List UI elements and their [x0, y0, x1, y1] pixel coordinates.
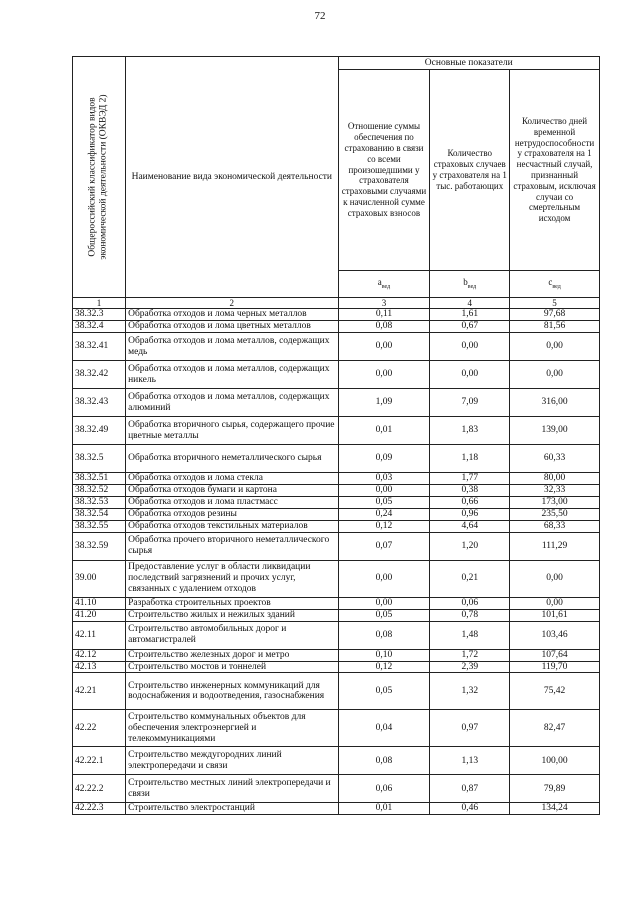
row-name: Обработка отходов бумаги и картона: [126, 485, 338, 497]
table-row: [73, 597, 600, 609]
row-value-b: 1,61: [430, 309, 510, 321]
row-code: 38.32.53: [73, 497, 126, 509]
row-value-a: 0,10: [338, 649, 430, 661]
row-value-c: 139,00: [510, 417, 600, 445]
row-name: Строительство местных линий электропередачи и связи: [126, 775, 338, 803]
table-row: [73, 747, 600, 775]
col-number: 1: [73, 298, 126, 309]
row-value-b: 1,13: [430, 747, 510, 775]
row-value-c: 0,00: [510, 597, 600, 609]
row-code: 38.32.43: [73, 389, 126, 417]
row-code: 38.32.51: [73, 473, 126, 485]
row-value-c: 80,00: [510, 473, 600, 485]
row-code: 38.32.41: [73, 333, 126, 361]
table-row: [73, 473, 600, 485]
row-value-c: 82,47: [510, 710, 600, 747]
table-row: [73, 710, 600, 747]
indicators-table: [72, 56, 600, 815]
table-row: [73, 803, 600, 815]
row-value-c: 97,68: [510, 309, 600, 321]
row-name: Строительство автомобильных дорог и автомагистралей: [126, 621, 338, 649]
row-value-b: 4,64: [430, 520, 510, 532]
unit-a: $a_{вед}$: [338, 271, 430, 298]
row-code: 38.32.49: [73, 417, 126, 445]
row-code: 42.21: [73, 673, 126, 710]
table-row: [73, 775, 600, 803]
row-value-a: 0,00: [338, 485, 430, 497]
okved-header-label: Общероссийский классификатор видов экономической деятельности (ОКВЭД 2): [87, 94, 110, 260]
col-number: 3: [338, 298, 430, 309]
row-value-a: 0,08: [338, 621, 430, 649]
table-row: [73, 497, 600, 509]
activity-header: Наименование вида экономической деятельности: [126, 57, 338, 298]
row-value-c: 0,00: [510, 333, 600, 361]
table-row: [73, 532, 600, 560]
row-value-b: 0,00: [430, 361, 510, 389]
table-row: [73, 417, 600, 445]
table-row: [73, 621, 600, 649]
row-value-b: 1,20: [430, 532, 510, 560]
col-a-header: Отношение суммы обеспечения по страхованию в связи со всеми произошедшими у страхователя страховыми случаями к начисленной сумме страховых взносов: [338, 70, 430, 271]
row-value-b: 1,83: [430, 417, 510, 445]
row-code: 42.22.3: [73, 803, 126, 815]
row-value-a: 0,24: [338, 508, 430, 520]
row-value-b: 0,21: [430, 560, 510, 597]
table-row: [73, 673, 600, 710]
row-code: 38.32.4: [73, 321, 126, 333]
row-value-a: 0,07: [338, 532, 430, 560]
row-name: Строительство междугородних линий электропередачи и связи: [126, 747, 338, 775]
row-value-c: 100,00: [510, 747, 600, 775]
row-value-c: 32,33: [510, 485, 600, 497]
row-name: Обработка вторичного неметаллического сырья: [126, 445, 338, 473]
row-value-c: 173,00: [510, 497, 600, 509]
row-value-a: 1,09: [338, 389, 430, 417]
row-name: Обработка отходов текстильных материалов: [126, 520, 338, 532]
row-name: Обработка вторичного сырья, содержащего прочие цветные металлы: [126, 417, 338, 445]
row-value-c: 235,50: [510, 508, 600, 520]
row-value-a: 0,11: [338, 309, 430, 321]
col-number: 5: [510, 298, 600, 309]
row-name: Разработка строительных проектов: [126, 597, 338, 609]
table-row: [73, 508, 600, 520]
row-value-b: 0,00: [430, 333, 510, 361]
row-value-a: 0,01: [338, 803, 430, 815]
row-value-c: 111,29: [510, 532, 600, 560]
row-name: Строительство железных дорог и метро: [126, 649, 338, 661]
row-code: 38.32.55: [73, 520, 126, 532]
row-value-a: 0,03: [338, 473, 430, 485]
row-value-b: 0,78: [430, 609, 510, 621]
unit-c: $c_{вед}$: [510, 271, 600, 298]
row-name: Обработка отходов и лома металлов, содержащих никель: [126, 361, 338, 389]
row-value-b: 0,46: [430, 803, 510, 815]
row-value-c: 60,33: [510, 445, 600, 473]
row-value-a: 0,01: [338, 417, 430, 445]
page-number: 72: [314, 10, 326, 22]
row-code: 38.32.52: [73, 485, 126, 497]
row-name: Обработка отходов и лома металлов, содержащих медь: [126, 333, 338, 361]
main-indicators-header: Основные показатели: [338, 57, 599, 70]
row-value-b: 1,18: [430, 445, 510, 473]
row-code: 38.32.3: [73, 309, 126, 321]
row-name: Строительство инженерных коммуникаций для водоснабжения и водоотведения, газоснабжения: [126, 673, 338, 710]
table-body: [73, 309, 600, 815]
row-value-c: 81,56: [510, 321, 600, 333]
row-value-c: 75,42: [510, 673, 600, 710]
row-code: 42.13: [73, 661, 126, 673]
row-value-a: 0,12: [338, 661, 430, 673]
row-name: Обработка отходов и лома металлов, содержащих алюминий: [126, 389, 338, 417]
row-name: Обработка отходов резины: [126, 508, 338, 520]
row-value-c: 68,33: [510, 520, 600, 532]
row-value-b: 0,38: [430, 485, 510, 497]
col-b-header: Количество страховых случаев у страхователя на 1 тыс. работающих: [430, 70, 510, 271]
row-name: Обработка отходов и лома пластмасс: [126, 497, 338, 509]
col-c-header: Количество дней временной нетрудоспособности у страхователя на 1 несчастный случай, признанный страховым, исключая случаи со смертельным исходом: [510, 70, 600, 271]
row-value-c: 316,00: [510, 389, 600, 417]
row-value-c: 119,70: [510, 661, 600, 673]
row-value-a: 0,05: [338, 673, 430, 710]
table-row: [73, 649, 600, 661]
unit-b: $b_{вед}$: [430, 271, 510, 298]
row-value-c: 107,64: [510, 649, 600, 661]
row-value-b: 0,97: [430, 710, 510, 747]
table-row: [73, 361, 600, 389]
row-value-b: 0,06: [430, 597, 510, 609]
row-value-a: 0,00: [338, 560, 430, 597]
column-number-row: [73, 298, 600, 309]
row-name: Строительство коммунальных объектов для обеспечения электроэнергией и телекоммуникациями: [126, 710, 338, 747]
row-value-a: 0,00: [338, 333, 430, 361]
row-value-b: 1,48: [430, 621, 510, 649]
row-value-b: 7,09: [430, 389, 510, 417]
row-value-b: 1,32: [430, 673, 510, 710]
row-code: 38.32.5: [73, 445, 126, 473]
row-name: Строительство мостов и тоннелей: [126, 661, 338, 673]
row-code: 42.22.2: [73, 775, 126, 803]
row-name: Строительство жилых и нежилых зданий: [126, 609, 338, 621]
row-value-a: 0,12: [338, 520, 430, 532]
row-value-a: 0,08: [338, 747, 430, 775]
row-code: 42.12: [73, 649, 126, 661]
table-row: [73, 389, 600, 417]
row-code: 41.10: [73, 597, 126, 609]
row-value-a: 0,04: [338, 710, 430, 747]
row-value-c: 134,24: [510, 803, 600, 815]
table-row: [73, 609, 600, 621]
row-value-a: 0,05: [338, 497, 430, 509]
row-value-b: 0,87: [430, 775, 510, 803]
row-value-a: 0,08: [338, 321, 430, 333]
table-row: [73, 333, 600, 361]
okved-header: [73, 57, 126, 298]
row-code: 41.20: [73, 609, 126, 621]
table-row: [73, 309, 600, 321]
row-value-b: 1,72: [430, 649, 510, 661]
row-value-a: 0,00: [338, 597, 430, 609]
table-row: [73, 520, 600, 532]
col-number: 4: [430, 298, 510, 309]
row-name: Обработка отходов и лома стекла: [126, 473, 338, 485]
row-name: Обработка отходов и лома черных металлов: [126, 309, 338, 321]
row-value-c: 79,89: [510, 775, 600, 803]
row-code: 38.32.54: [73, 508, 126, 520]
row-value-b: 0,66: [430, 497, 510, 509]
row-value-c: 101,61: [510, 609, 600, 621]
row-code: 42.11: [73, 621, 126, 649]
row-value-c: 0,00: [510, 560, 600, 597]
table-row: [73, 321, 600, 333]
row-code: 38.32.59: [73, 532, 126, 560]
table-row: [73, 445, 600, 473]
row-value-c: 103,46: [510, 621, 600, 649]
table-row: [73, 485, 600, 497]
table-row: [73, 661, 600, 673]
row-value-a: 0,05: [338, 609, 430, 621]
row-value-c: 0,00: [510, 361, 600, 389]
row-name: Строительство электростанций: [126, 803, 338, 815]
row-code: 42.22: [73, 710, 126, 747]
row-value-b: 2,39: [430, 661, 510, 673]
row-value-a: 0,06: [338, 775, 430, 803]
row-value-b: 1,77: [430, 473, 510, 485]
row-code: 39.00: [73, 560, 126, 597]
row-name: Обработка прочего вторичного неметаллического сырья: [126, 532, 338, 560]
row-value-a: 0,00: [338, 361, 430, 389]
row-code: 42.22.1: [73, 747, 126, 775]
row-code: 38.32.42: [73, 361, 126, 389]
col-number: 2: [126, 298, 338, 309]
row-name: Обработка отходов и лома цветных металлов: [126, 321, 338, 333]
row-value-a: 0,09: [338, 445, 430, 473]
row-name: Предоставление услуг в области ликвидации последствий загрязнений и прочих услуг, связанных с удалением отходов: [126, 560, 338, 597]
row-value-b: 0,67: [430, 321, 510, 333]
table-row: [73, 560, 600, 597]
row-value-b: 0,96: [430, 508, 510, 520]
